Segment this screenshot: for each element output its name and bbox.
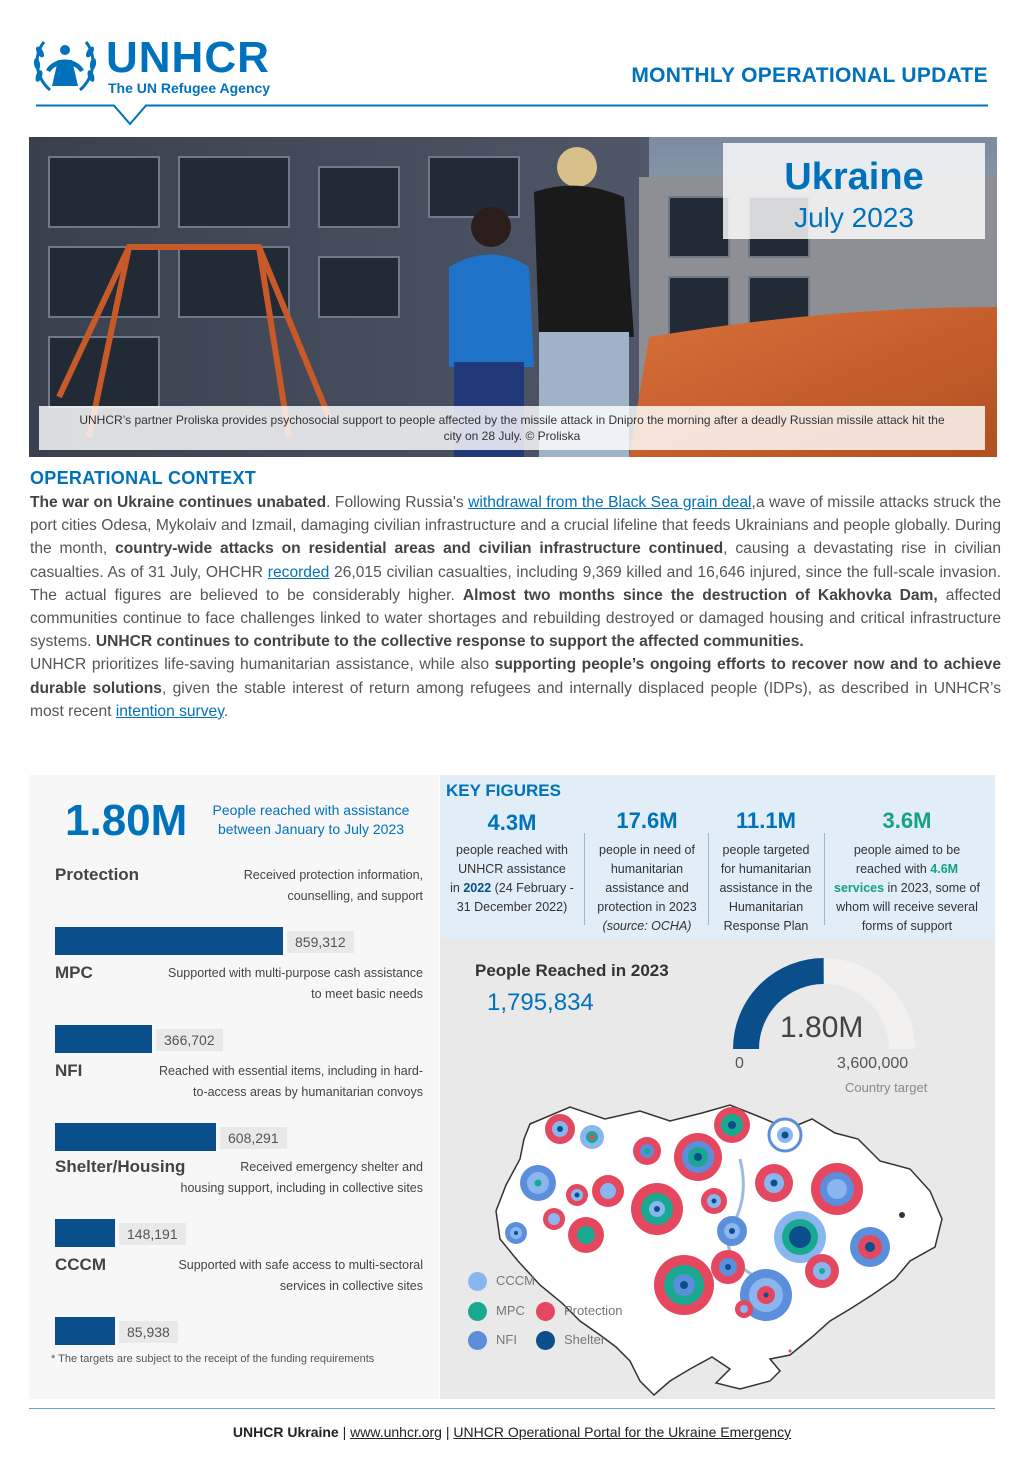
- sector-description: [178, 1255, 423, 1297]
- context-emphasis: The war on Ukraine continues unabated: [30, 494, 327, 511]
- sector-name: NFI: [55, 1061, 83, 1080]
- key-figure-description: [588, 841, 706, 936]
- context-text: affected communities continue to face challenges linked to water shortages and rebuilding destroyed or damaged housing and critical infrastructure systems.: [30, 586, 1001, 651]
- map-bubble: [711, 1250, 745, 1284]
- sector-value: 608,291: [220, 1127, 287, 1149]
- grain-deal-link[interactable]: withdrawal from the Black Sea grain deal: [468, 494, 752, 511]
- sector-name: Shelter/Housing: [55, 1157, 186, 1176]
- total-reached-number: 1.80M: [65, 796, 188, 845]
- photo-caption: UNHCR’s partner Proliska provides psychosocial support to people affected by the missile attack in Dnipro the morning after a deadly Russian missile attack hit the city on 28 July. © Proliska: [39, 406, 985, 450]
- targets-footnote: * The targets are subject to the receipt of the funding requirements: [51, 1353, 375, 1365]
- sector-value: 859,312: [287, 931, 354, 953]
- legend-swatch: [536, 1331, 555, 1350]
- hero-photo: [29, 137, 997, 457]
- map-bubble: [769, 1119, 801, 1151]
- kf-line: in: [450, 881, 464, 895]
- key-figure-separator: [708, 833, 709, 925]
- kf-line: people in need of: [599, 843, 695, 857]
- legend-label: CCCM: [496, 1273, 535, 1288]
- sector-name: MPC: [55, 963, 93, 982]
- kf-highlight: 4.6M: [930, 862, 959, 876]
- kf-line: in 2023, some of: [884, 881, 980, 895]
- kf-line: people reached with: [456, 843, 568, 857]
- context-text: UNHCR prioritizes life-saving humanitarian assistance, while also: [30, 656, 495, 674]
- key-figure-value: 4.3M: [487, 810, 537, 835]
- kf-source: (source: OCHA): [602, 919, 692, 933]
- logo-wordmark: UNHCR: [106, 33, 270, 82]
- legend-swatch: [468, 1302, 487, 1321]
- map-bubble: [543, 1208, 565, 1230]
- key-figure-description: [710, 841, 822, 936]
- map-point: [899, 1212, 905, 1218]
- footer-org: UNHCR Ukraine: [232, 1424, 339, 1440]
- report-title-box: [723, 143, 985, 239]
- operational-portal-link[interactable]: UNHCR Operational Portal for the Ukraine Emergency: [453, 1424, 792, 1440]
- total-reached-label: People reached with assistance between January to July 2023: [212, 802, 410, 837]
- context-emphasis: UNHCR continues to contribute to the collective response to support the affected communities.: [95, 633, 804, 651]
- kf-line: Response Plan: [723, 919, 809, 933]
- sector-nfi: [29, 1061, 439, 1161]
- legend-label: Shelter: [564, 1332, 606, 1347]
- map-bubble: [755, 1164, 793, 1202]
- map-bubble: [811, 1163, 863, 1215]
- section-heading-context: OPERATIONAL CONTEXT: [30, 468, 257, 488]
- sector-mpc: [29, 963, 439, 1063]
- map-bubble: [633, 1137, 661, 1165]
- ohchr-recorded-link[interactable]: recorded: [267, 563, 330, 581]
- key-figure-separator: [584, 833, 585, 925]
- sector-bar: [55, 1025, 152, 1053]
- key-figure-value: 3.6M: [882, 808, 932, 833]
- header-divider: [36, 104, 988, 128]
- legend-item-shelter: [536, 1330, 605, 1350]
- map-bubble: [850, 1227, 890, 1267]
- map-bubble: [717, 1216, 747, 1246]
- kf-line: assistance in the: [719, 881, 813, 895]
- key-figure-separator: [824, 833, 825, 925]
- context-body: [30, 491, 1001, 723]
- sector-bar: [55, 927, 283, 955]
- key-figure-in-need: [588, 807, 706, 936]
- people-reached-panel: [29, 775, 439, 1399]
- report-country: Ukraine: [784, 156, 924, 198]
- kf-line: (24 February -: [491, 881, 574, 895]
- context-emphasis: country-wide attacks on residential areas and civilian infrastructure continued: [115, 540, 724, 558]
- page-header: [0, 0, 1024, 130]
- sector-description-line: Received protection information,: [243, 868, 423, 882]
- intention-survey-link[interactable]: intention survey: [115, 702, 224, 720]
- context-text: ,a wave of missile attacks struck the port cities Odesa, Mykolaiv and Izmail, damaging civilian infrastructure and a crucial lifeline that feeds Ukrainians and people globally. During the month,: [30, 494, 1002, 558]
- footer-separator: |: [441, 1424, 454, 1440]
- gauge-target-note: Country target: [845, 1080, 928, 1095]
- sector-description-line: Reached with essential items, including in hard-: [158, 1064, 423, 1078]
- sector-description-line: housing support, including in collective sites: [180, 1181, 423, 1195]
- laurel-emblem-icon: [30, 36, 100, 98]
- legend-label: Protection: [564, 1303, 623, 1318]
- sector-value: 85,938: [119, 1321, 178, 1343]
- kf-highlight: services: [834, 881, 885, 895]
- gauge-title: People Reached in 2023: [475, 961, 669, 980]
- sector-description-line: counselling, and support: [287, 889, 423, 903]
- gauge-reached-value: 1,795,834: [487, 989, 594, 1016]
- map-point: [789, 1350, 792, 1353]
- sector-description-line: Received emergency shelter and: [240, 1160, 423, 1174]
- map-bubble: [735, 1300, 753, 1318]
- sector-bar: [55, 1317, 115, 1345]
- legend-swatch: [468, 1272, 487, 1291]
- kf-line: assistance and: [605, 881, 689, 895]
- sector-value: 148,191: [119, 1223, 186, 1245]
- sector-description-line: Supported with multi-purpose cash assistance: [168, 966, 423, 980]
- map-bubble: [805, 1254, 839, 1288]
- map-bubble: [674, 1133, 722, 1181]
- sector-shelter: [29, 1157, 439, 1257]
- map-bubble: [520, 1165, 556, 1201]
- kf-line: whom will receive several: [836, 900, 978, 914]
- kf-line: for humanitarian: [720, 862, 812, 876]
- legend-swatch: [536, 1302, 555, 1321]
- map-bubble: [568, 1217, 604, 1253]
- sector-description-line: to-access areas by humanitarian convoys: [193, 1085, 423, 1099]
- unhcr-website-link[interactable]: www.unhcr.org: [350, 1424, 442, 1440]
- sector-name: CCCM: [55, 1255, 106, 1274]
- sector-protection: [29, 865, 439, 965]
- kf-line: Humanitarian: [728, 900, 804, 914]
- map-legend: [468, 1271, 668, 1371]
- context-text: .: [223, 702, 229, 720]
- key-figure-description: [444, 841, 580, 917]
- map-bubble: [580, 1125, 604, 1149]
- kf-line: protection in 2023: [597, 900, 697, 914]
- sector-cccm: [29, 1255, 439, 1355]
- kf-line: UNHCR assistance: [458, 862, 566, 876]
- context-text: 26,015 civilian casualties, including 9,369 killed and 16,646 injured, since the full-scale invasion. The actual figures are believed to be considerably higher.: [30, 563, 1001, 604]
- sector-description: [244, 865, 423, 907]
- map-bubble: [631, 1183, 683, 1235]
- legend-label: NFI: [496, 1332, 517, 1347]
- gauge-min-label: 0: [735, 1055, 744, 1072]
- kf-line: forms of support: [861, 919, 953, 933]
- logo-tagline: The UN Refugee Agency: [108, 80, 271, 96]
- gauge-max-label: 3,600,000: [837, 1055, 909, 1072]
- footer-separator: |: [338, 1424, 351, 1440]
- legend-item-protection: [536, 1301, 623, 1321]
- context-text: . Following Russia's: [326, 494, 469, 511]
- context-paragraph-2: [30, 653, 1001, 723]
- kf-line: 31 December 2022): [456, 900, 568, 914]
- key-figure-2022-reached: [444, 809, 580, 917]
- map-bubble: [714, 1107, 750, 1143]
- key-figures-title: KEY FIGURES: [446, 781, 561, 800]
- people-reached-2023-panel: [440, 939, 995, 1399]
- key-figure-description: [828, 841, 986, 936]
- key-figures-panel: [440, 775, 995, 939]
- footer-divider: [29, 1408, 995, 1409]
- legend-item-cccm: [468, 1271, 535, 1291]
- report-date: July 2023: [794, 202, 914, 233]
- sector-bar: [55, 1123, 216, 1151]
- map-bubble: [592, 1175, 624, 1207]
- map-bubble: [505, 1222, 527, 1244]
- kf-line: reached with: [855, 862, 931, 876]
- sector-description: [168, 963, 423, 1005]
- map-bubble: [701, 1188, 727, 1214]
- legend-item-nfi: [468, 1330, 517, 1350]
- page-footer: [0, 1424, 1024, 1440]
- key-figure-targeted: [710, 807, 822, 936]
- kf-line: people targeted: [722, 843, 810, 857]
- kf-highlight: 2022: [463, 881, 492, 895]
- document-type-title: MONTHLY OPERATIONAL UPDATE: [631, 64, 988, 87]
- legend-label: MPC: [496, 1303, 525, 1318]
- unhcr-logo[interactable]: [30, 34, 290, 104]
- gauge-center-value: 1.80M: [780, 1011, 864, 1044]
- context-text: , causing a devastating rise in civilian casualties. As of 31 July, OHCHR: [30, 540, 1001, 581]
- sector-bar: [55, 1219, 115, 1247]
- sector-name: Protection: [55, 865, 140, 884]
- key-figure-aimed: [828, 807, 986, 936]
- map-bubble: [566, 1184, 588, 1206]
- sector-value: 366,702: [156, 1029, 223, 1051]
- legend-item-mpc: [468, 1301, 525, 1321]
- kf-line: people aimed to be: [853, 843, 961, 857]
- context-text: , given the stable interest of return among refugees and internally displaced people (IDPs), as described in UNHCR’s most recent: [30, 679, 1001, 720]
- sector-description: [159, 1061, 423, 1103]
- legend-swatch: [468, 1331, 487, 1350]
- kf-line: humanitarian: [610, 862, 684, 876]
- sector-description-line: Supported with safe access to multi-sectoral: [178, 1258, 423, 1272]
- sector-description: [181, 1157, 424, 1199]
- key-figure-value: 11.1M: [736, 808, 796, 833]
- context-paragraph-1: [30, 491, 1001, 653]
- sector-description-line: services in collective sites: [279, 1279, 423, 1293]
- key-figure-value: 17.6M: [616, 808, 678, 833]
- context-emphasis: supporting people’s ongoing efforts to recover now and to achieve durable solutions: [30, 656, 1001, 697]
- map-bubble: [545, 1114, 575, 1144]
- sector-description-line: to meet basic needs: [311, 987, 423, 1001]
- context-emphasis: Almost two months since the destruction of Kakhovka Dam,: [462, 586, 938, 604]
